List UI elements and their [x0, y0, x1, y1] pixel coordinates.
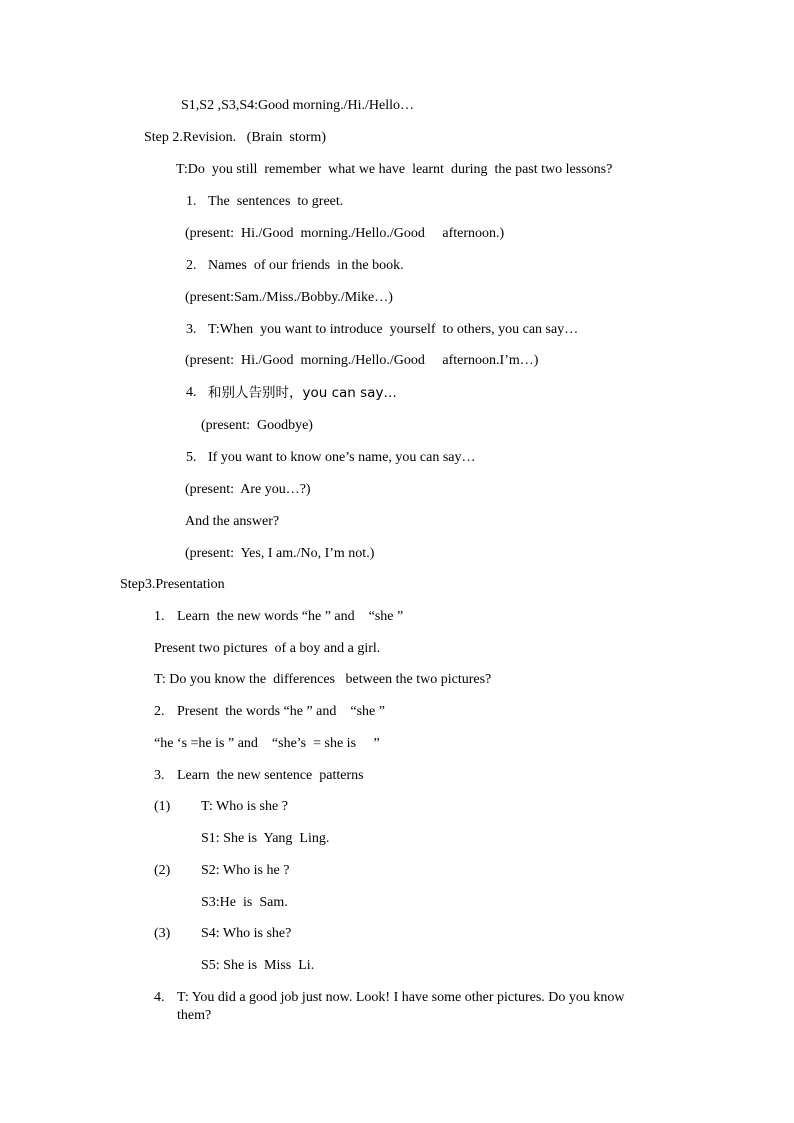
- dialogue-line: S3:He is Sam.: [201, 895, 288, 910]
- sub-number: (1): [154, 799, 171, 814]
- present-line: (present:Sam./Miss./Bobby./Mike…): [185, 290, 393, 305]
- present-line: (present: Are you…?): [185, 482, 311, 497]
- body-line: “he ‘s =he is ” and “she’s = she is ”: [154, 736, 380, 751]
- list-number: 1.: [154, 609, 165, 624]
- list-number: 5.: [186, 450, 197, 465]
- greeting-response-line: S1,S2 ,S3,S4:Good morning./Hi./Hello…: [181, 98, 414, 113]
- dialogue-line: T: Who is she ?: [201, 799, 288, 814]
- list-item-text: 和别人告别时，you can say…: [208, 385, 397, 401]
- body-line: Present two pictures of a boy and a girl.: [154, 641, 381, 656]
- list-number: 4.: [154, 990, 165, 1005]
- list-item-text: Names of our friends in the book.: [208, 258, 404, 273]
- answer-prompt: And the answer?: [185, 514, 280, 529]
- dialogue-line: S4: Who is she?: [201, 926, 292, 941]
- list-item-text: The sentences to greet.: [208, 194, 344, 209]
- list-number: 4.: [186, 385, 197, 400]
- sub-number: (3): [154, 926, 171, 941]
- list-item-text: Learn the new words “he ” and “she ”: [177, 609, 404, 624]
- body-line: T: Do you know the differences between the two pictures?: [154, 672, 492, 687]
- dialogue-line: S2: Who is he ?: [201, 863, 290, 878]
- sub-number: (2): [154, 863, 171, 878]
- list-item-text: T:When you want to introduce yourself to others, you can say…: [208, 322, 579, 337]
- list-number: 2.: [186, 258, 197, 273]
- list-item-text: T: You did a good job just now. Look! I have some other pictures. Do you know them?: [177, 990, 625, 1023]
- list-number: 3.: [154, 768, 165, 783]
- present-line: (present: Yes, I am./No, I’m not.): [185, 546, 375, 561]
- list-item-text: If you want to know one’s name, you can say…: [208, 450, 476, 465]
- list-item-text: Present the words “he ” and “she ”: [177, 704, 385, 719]
- dialogue-line: S5: She is Miss Li.: [201, 958, 315, 973]
- teacher-question: T:Do you still remember what we have learnt during the past two lessons?: [176, 162, 613, 177]
- list-number: 3.: [186, 322, 197, 337]
- list-number: 1.: [186, 194, 197, 209]
- present-line: (present: Hi./Good morning./Hello./Good afternoon.): [185, 226, 505, 241]
- step3-heading: Step3.Presentation: [120, 577, 225, 592]
- present-line: (present: Goodbye): [201, 418, 313, 433]
- step2-heading: Step 2.Revision. (Brain storm): [144, 130, 326, 145]
- list-number: 2.: [154, 704, 165, 719]
- present-line: (present: Hi./Good morning./Hello./Good afternoon.I’m…): [185, 353, 539, 368]
- list-item-text: Learn the new sentence patterns: [177, 768, 364, 783]
- dialogue-line: S1: She is Yang Ling.: [201, 831, 330, 846]
